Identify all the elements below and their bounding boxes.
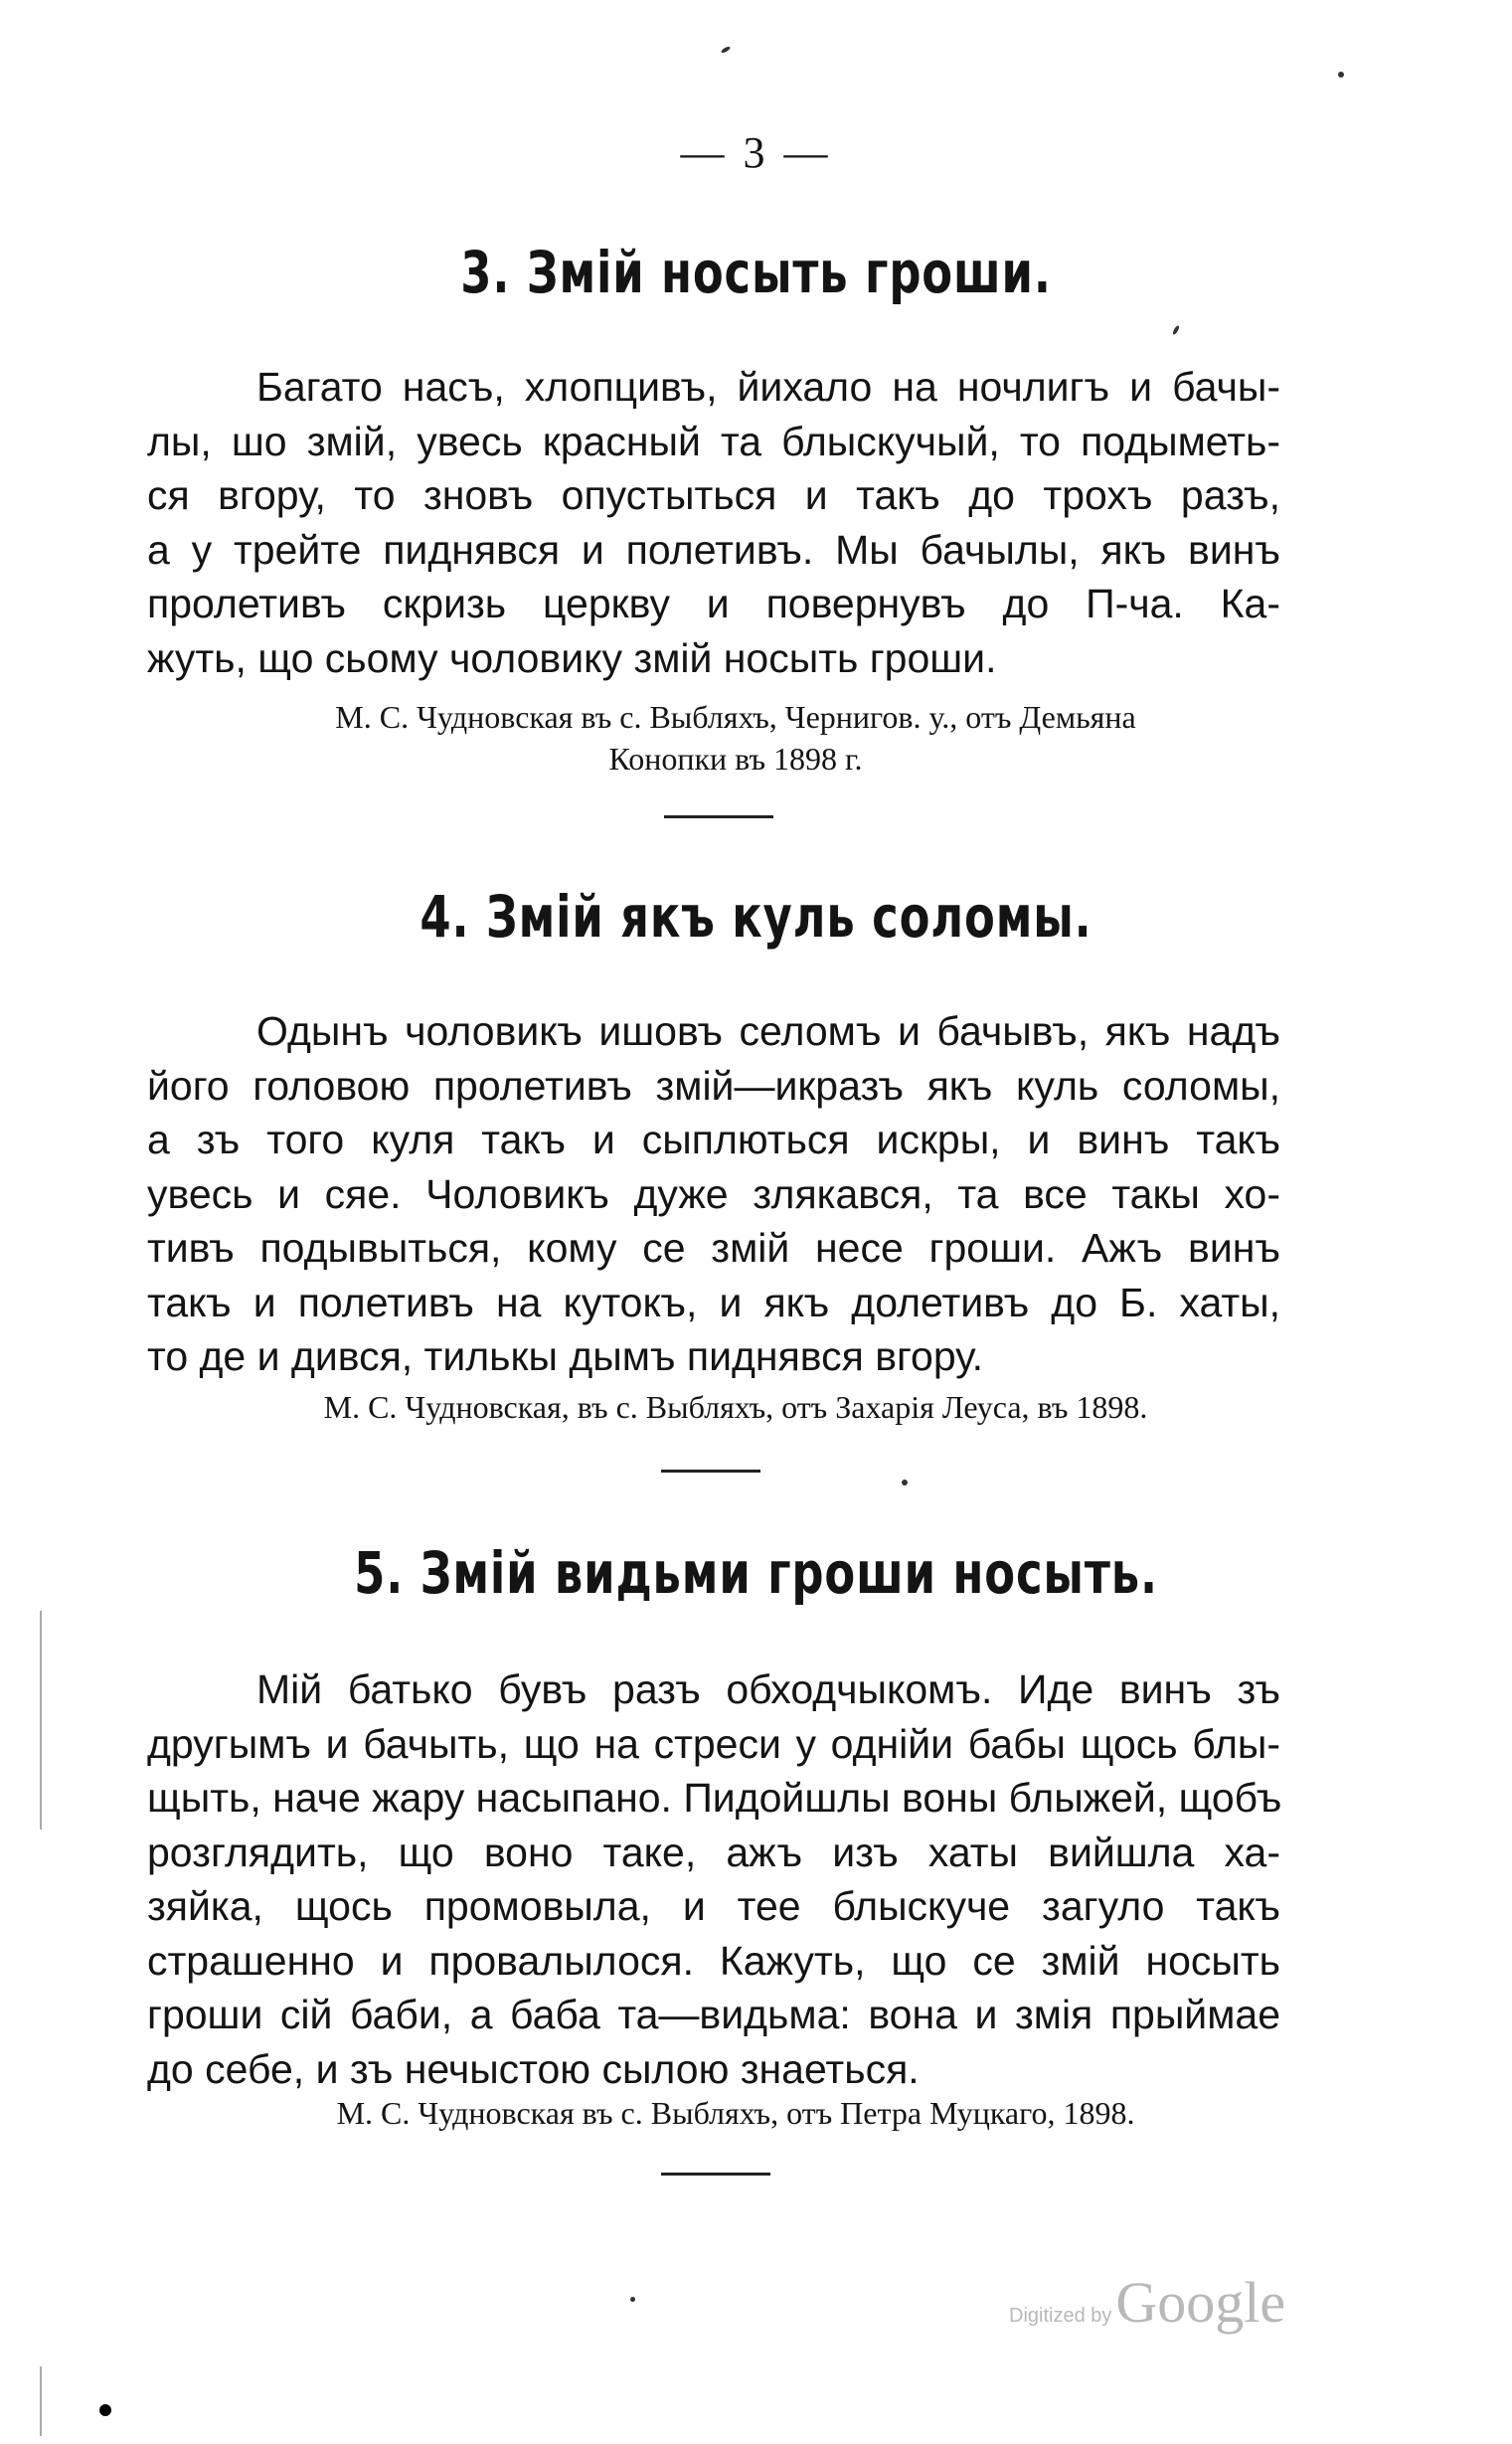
text-line: такъ и полетивъ на кутокъ, и якъ долетивъ до Б. хаты, (147, 1279, 1280, 1325)
scan-margin-line (40, 1611, 42, 1830)
section-divider (664, 815, 773, 818)
scan-speck (99, 2404, 111, 2416)
scan-margin-line (40, 2366, 42, 2436)
text-line: Одынъ чоловикъ ишовъ селомъ и бачывъ, якъ надъ (256, 1008, 1280, 1054)
text-line: лы, шо змій, увесь красный та блыскучый, то подыметь- (147, 418, 1280, 464)
text-line: зяйка, щось промовыла, и тее блыскуче загуло такъ (147, 1883, 1280, 1929)
google-logo: Google (1115, 2270, 1286, 2335)
section-5-source (199, 2092, 1272, 2134)
text-line: тивъ подывыться, кому се змій несе гроши. Ажъ винъ (147, 1225, 1280, 1271)
text-line: увесь и сяе. Чоловикъ дуже злякався, та все такы хо- (147, 1170, 1280, 1217)
text-line: другымъ и бачыть, що на стреси у однійи бабы щось блы- (147, 1720, 1280, 1767)
watermark-small-text: Digitized by (1009, 2305, 1112, 2327)
text-line: Багато насъ, хлопцивъ, йихало на ночлигъ и бачы- (256, 364, 1280, 410)
text-line: жуть, що сьому чоловику змій носыть гроши. (147, 634, 997, 681)
text-line: його головою пролетивъ змій—икразъ якъ куль соломы, (147, 1062, 1280, 1109)
section-4-source (199, 1386, 1272, 1428)
scan-speck (1172, 325, 1180, 336)
page-number: — 3 — (680, 128, 832, 177)
section-divider (661, 2173, 770, 2176)
text-line: а у трейте пиднявся и полетивъ. Мы бачылы, якъ винъ (147, 526, 1280, 573)
section-4-text (147, 1004, 1280, 1384)
section-title-4: 4. Змій якъ куль соломы. (420, 883, 1092, 951)
section-5-text (147, 1662, 1280, 2096)
text-line: гроши сій баби, а баба та—видьма: вона и змія прыймае (147, 1992, 1280, 2037)
section-3-source (199, 696, 1272, 780)
scan-speck (1338, 72, 1344, 78)
text-line: а зъ того куля такъ и сыплються искры, и винъ такъ (147, 1117, 1280, 1162)
text-line: страшенно и провалылося. Кажуть, що се змій носыть (147, 1937, 1280, 1984)
text-line: Мій батько бувъ разъ обходчыкомъ. Иде винъ зъ (256, 1666, 1280, 1712)
section-divider (661, 1470, 760, 1473)
scan-speck (721, 46, 732, 54)
scan-speck (630, 2297, 635, 2302)
scan-speck (902, 1480, 908, 1485)
text-line: щыть, наче жару насыпано. Пидойшлы воны блыжей, щобъ (147, 1775, 1282, 1821)
text-line: ся вгору, то зновъ опустыться и такъ до трохъ разъ, (147, 472, 1280, 518)
source-line: М. С. Чудновская въ с. Выбляхъ, Чернигов. у., отъ Демьяна (335, 699, 1136, 735)
google-watermark (1009, 2269, 1285, 2336)
source-line: М. С. Чудновская въ с. Выбляхъ, отъ Петра Муцкаго, 1898. (336, 2095, 1135, 2131)
section-title-3: 3. Змій носыть гроши. (460, 239, 1052, 306)
text-line: до себе, и зъ нечыстою сылою знаеться. (147, 2045, 920, 2092)
text-line: розглядить, що воно таке, ажъ изъ хаты вийшла ха- (147, 1829, 1280, 1875)
section-3-text (147, 360, 1280, 685)
text-line: то де и дився, тилькы дымъ пиднявся вгору. (147, 1333, 983, 1379)
text-line: пролетивъ скризь церкву и повернувъ до П-ча. Ка- (147, 581, 1280, 626)
source-line: М. С. Чудновская, въ с. Выбляхъ, отъ Захарія Леуса, въ 1898. (323, 1389, 1148, 1425)
source-line: Конопки въ 1898 г. (608, 741, 863, 777)
section-title-5: 5. Змій видьми гроши носыть. (354, 1539, 1158, 1607)
